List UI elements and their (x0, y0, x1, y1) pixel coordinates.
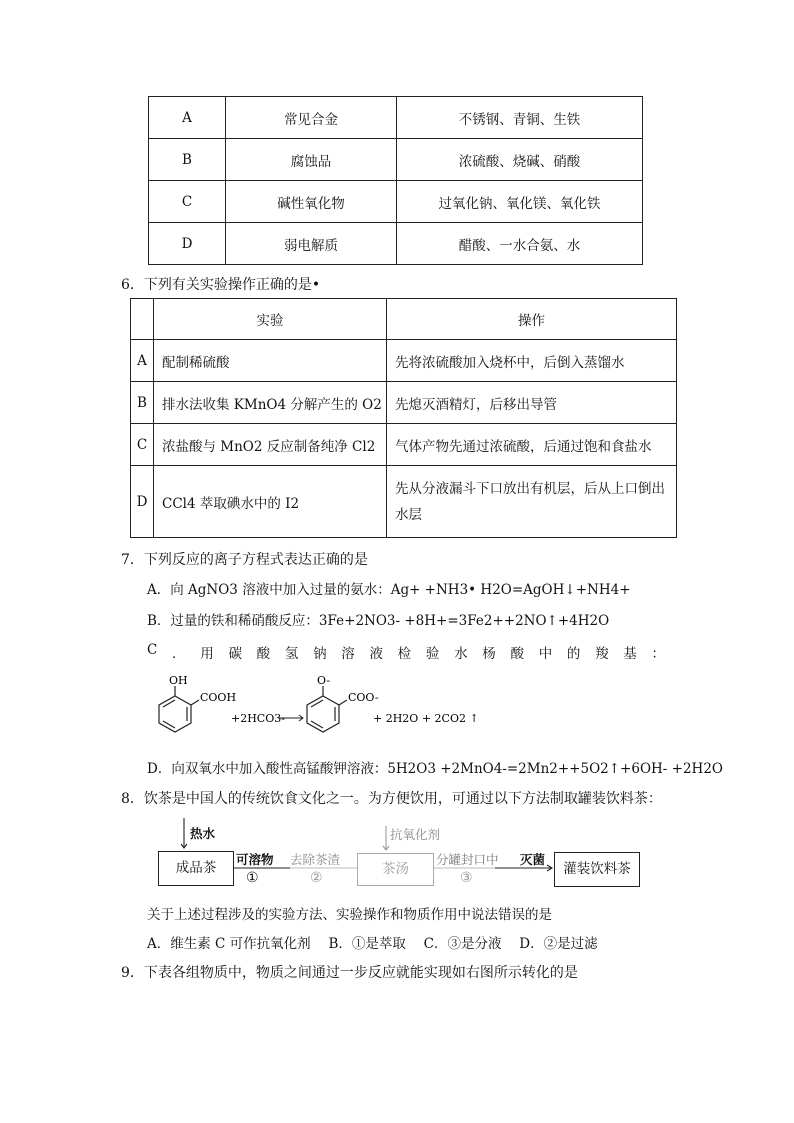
table-cell: C (131, 424, 154, 466)
option-7c-stem (147, 642, 665, 662)
table-cell: 先将浓硫酸加入烧杯中，后倒入蒸馏水 (387, 340, 677, 382)
benzene-ring-right (307, 686, 347, 732)
option-7c-char: 羧 (595, 646, 609, 662)
salicylic-acid-equation (145, 672, 485, 752)
tea-process-flowchart (150, 818, 650, 890)
hydroxyl-label: OH (169, 674, 188, 687)
question-8-options: A．维生素 C 可作抗氧化剂 B．①是萃取 C．③是分液 D．②是过滤 (147, 936, 598, 952)
option-7c-char: 水 (454, 646, 468, 662)
option-7c-char: 用 (200, 646, 214, 662)
option-7c-char: 检 (397, 646, 412, 662)
flow-input-antioxidant: 抗氧化剂 (390, 827, 441, 842)
option-7c-char: 酸 (510, 646, 524, 662)
reagent-label: +2HCO3- (231, 712, 285, 725)
option-7c-char: 溶 (341, 646, 355, 662)
flow-step-1: ① (246, 870, 259, 886)
option-7c-char: 的 (566, 646, 581, 662)
table-cell: D (131, 466, 154, 538)
question-9-stem: 9．下表各组物质中，物质之间通过一步反应就能实现如右图所示转化的是 (121, 965, 578, 981)
table-cell: 排水法收集 KMnO4 分解产生的 O2 (154, 382, 387, 424)
table-cell: D (149, 223, 226, 265)
flow-step-3: ③ (460, 870, 473, 886)
option-7d: D．向双氧水中加入酸性高锰酸钾溶液：5H2O3 +2MnO4-=2Mn2++5O2↑+6OH- +2H2O (147, 761, 723, 777)
benzene-ring-left (159, 686, 199, 732)
table-row (131, 466, 677, 538)
flow-step-remove-residue: 去除茶渣 (290, 852, 341, 867)
table-cell: 先熄灭酒精灯，后移出导管 (387, 382, 677, 424)
option-7c-char: 基 (623, 646, 637, 662)
flow-step-sterilize: 灭菌 (520, 852, 546, 867)
table-cell: 配制稀硫酸 (154, 340, 387, 382)
table-row (131, 382, 677, 424)
flow-box-canned-tea: 灌装饮料茶 (554, 852, 640, 887)
table-cell: B (149, 139, 226, 181)
table-cell: 浓盐酸与 MnO2 反应制备纯净 Cl2 (154, 424, 387, 466)
table-cell: 醋酸、一水合氨、水 (397, 223, 643, 265)
option-7c-char: 钠 (313, 646, 327, 662)
option-7b: B．过量的铁和稀硝酸反应：3Fe+2NO3- +8H+=3Fe2++2NO↑+4H2O (147, 613, 610, 629)
table-cell: 浓硫酸、烧碱、硝酸 (397, 139, 643, 181)
table-cell: B (131, 382, 154, 424)
flow-box-finished-tea: 成品茶 (158, 851, 234, 886)
option-7c-char: ： (651, 646, 665, 662)
option-7c-char: ． (172, 646, 186, 662)
table-cell: 不锈钢、青铜、生铁 (397, 97, 643, 139)
flow-input-hot-water: 热水 (190, 826, 216, 841)
table-cell: 气体产物先通过浓硫酸，后通过饱和食盐水 (387, 424, 677, 466)
table-cell: C (149, 181, 226, 223)
table-header-cell: 操作 (387, 299, 677, 340)
table-row (149, 97, 643, 139)
table-cell: 碱性氧化物 (226, 181, 397, 223)
products-label: + 2H2O + 2CO2 ↑ (373, 712, 479, 725)
carboxyl-label: COOH (200, 691, 237, 704)
question-8-stem: 8．饮茶是中国人的传统饮食文化之一。为方便饮用，可通过以下方法制取罐装饮料茶： (121, 791, 662, 807)
option-7c-char: 验 (425, 646, 440, 662)
phenoxide-label: O- (317, 674, 331, 687)
table-cell: 弱电解质 (226, 223, 397, 265)
table-cell: 腐蚀品 (226, 139, 397, 181)
table-row (131, 340, 677, 382)
table-header-row (131, 299, 677, 340)
option-7c-char: 碳 (228, 646, 242, 662)
flow-box-tea-soup: 茶汤 (357, 853, 434, 886)
option-7c-char: 氢 (284, 646, 299, 662)
flow-step-canning: 分罐封口中 (436, 852, 499, 867)
table-header-cell: 实验 (154, 299, 387, 340)
table-cell: 常见合金 (226, 97, 397, 139)
table-header-cell (131, 299, 154, 340)
table-row (149, 181, 643, 223)
flow-step-2: ② (310, 870, 323, 886)
table-row (149, 139, 643, 181)
table-cell: A (131, 340, 154, 382)
table-row (149, 223, 643, 265)
option-7c-char: 酸 (256, 646, 271, 662)
option-7a: A．向 AgNO3 溶液中加入过量的氨水：Ag+ +NH3• H2O=AgOH↓+NH4+ (147, 582, 631, 598)
option-7c-char: C (147, 642, 158, 658)
question-8-substem: 关于上述过程涉及的实验方法、实验操作和物质作用中说法错误的是 (147, 907, 552, 923)
option-7c-char: 杨 (482, 646, 496, 662)
question-7-stem: 7．下列反应的离子方程式表达正确的是 (121, 552, 368, 568)
table-cell: 先从分液漏斗下口放出有机层，后从上口倒出水层 (387, 466, 677, 538)
table-cell: A (149, 97, 226, 139)
carboxylate-label: COO- (348, 691, 379, 704)
experiment-table (130, 298, 677, 538)
option-7c-char: 中 (538, 646, 553, 662)
flow-step-soluble: 可溶物 (236, 852, 274, 867)
question-6-stem: 6．下列有关实验操作正确的是• (121, 277, 321, 293)
table-cell: 过氧化钠、氧化镁、氧化铁 (397, 181, 643, 223)
table-cell: CCl4 萃取碘水中的 I2 (154, 466, 387, 538)
classification-table (148, 96, 643, 265)
option-7c-char: 液 (369, 646, 383, 662)
table-row (131, 424, 677, 466)
